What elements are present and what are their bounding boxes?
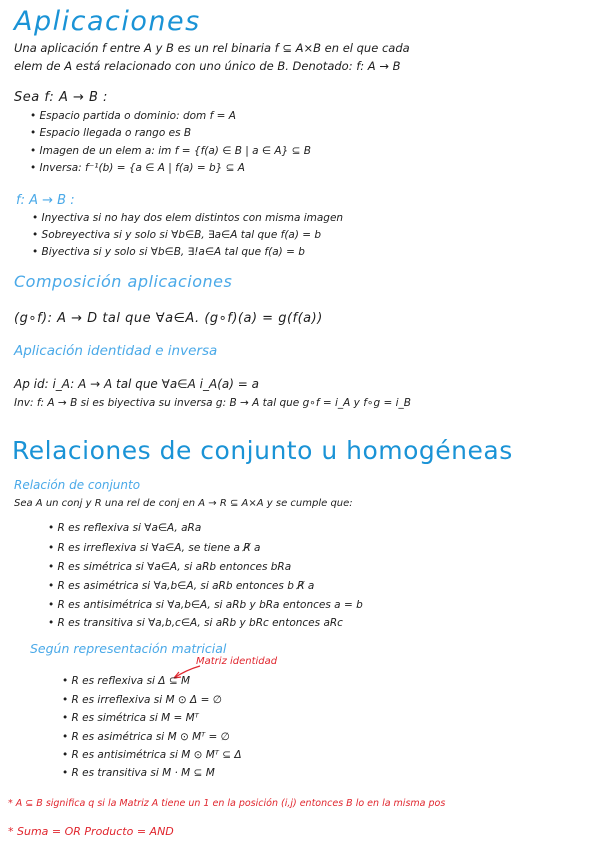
subtitle-relacion-conjunto: Relación de conjunto (14, 478, 141, 492)
list-item: • Espacio llegada o rango es B (30, 127, 191, 139)
sea-line: Sea f: A → B : (14, 90, 108, 105)
def-line-1: Una aplicación f entre A y B es un rel binaria f ⊆ A×B en el que cada (14, 41, 410, 55)
list-item: • R es asimétrica si M ⊙ Mᵀ = ∅ (62, 731, 230, 743)
list-item: • Inversa: f⁻¹(b) = {a ∈ A | f(a) = b} ⊆ A (30, 162, 245, 174)
list-item: • R es reflexiva si ∀a∈A, aRa (48, 522, 201, 534)
inv-line: Inv: f: A → B si es biyectiva su inversa g: B → A tal que g∘f = i_A y f∘g = i_B (14, 397, 412, 409)
list-item: • Imagen de un elem a: im f = {f(a) ∈ B | a ∈ A} ⊆ B (30, 145, 311, 157)
list-item: • R es antisimétrica si M ⊙ Mᵀ ⊆ Δ (62, 749, 242, 761)
title-composicion: Composición aplicaciones (14, 272, 233, 291)
list-item: • R es asimétrica si ∀a,b∈A, si aRb entonces b R̸ a (48, 580, 314, 592)
title-relaciones: Relaciones de conjunto u homogéneas (12, 436, 513, 465)
title-identidad: Aplicación identidad e inversa (14, 343, 218, 359)
note-text: A ⊆ B significa q si la Matriz A tiene un 1 en la posición (i,j) entonces B lo en la misma pos (15, 798, 446, 809)
note-text: Suma = OR Producto = AND (17, 825, 174, 838)
matriz-identidad-annotation: Matriz identidad (196, 656, 278, 667)
list-item: • R es irreflexiva si M ⊙ Δ = ∅ (62, 694, 222, 706)
list-item: • R es simétrica si M = Mᵀ (62, 712, 199, 724)
list-item: • Sobreyectiva si y solo si ∀b∈B, ∃a∈A tal que f(a) = b (32, 229, 321, 241)
def-line-2: elem de A está relacionado con uno único de B. Denotado: f: A → B (14, 59, 401, 73)
list-item: • R es irreflexiva si ∀a∈A, se tiene a R̸ a (48, 542, 260, 554)
list-item: • Espacio partida o dominio: dom f = A (30, 110, 236, 122)
list-item: • Inyectiva si no hay dos elem distintos con misma imagen (32, 212, 343, 224)
list-item: • R es transitiva si M · M ⊆ M (62, 767, 215, 779)
list-item: • R es transitiva si ∀a,b,c∈A, si aRb y bRc entonces aRc (48, 617, 343, 629)
asterisk-icon: * (8, 825, 17, 838)
list-item: • Biyectiva si y solo si ∀b∈B, ∃!a∈A tal que f(a) = b (32, 246, 305, 258)
list-item: • R es simétrica si ∀a∈A, si aRb entonces bRa (48, 561, 291, 573)
list-item: • R es reflexiva si Δ ⊆ M (62, 675, 190, 687)
f-heading: f: A → B : (16, 193, 75, 208)
title-matricial: Según representación matricial (30, 641, 227, 656)
ap-id-line: Ap id: i_A: A → A tal que ∀a∈A i_A(a) = a (14, 377, 259, 391)
asterisk-icon: * (8, 798, 16, 809)
red-note-operations (8, 825, 174, 838)
composicion-formula: (g∘f): A → D tal que ∀a∈A. (g∘f)(a) = g(f(a)) (14, 311, 323, 326)
red-note-matrix-inclusion (8, 798, 445, 809)
list-item: • R es antisimétrica si ∀a,b∈A, si aRb y bRa entonces a = b (48, 599, 363, 611)
title-aplicaciones: Aplicaciones (14, 6, 201, 37)
relaciones-intro: Sea A un conj y R una rel de conj en A → R ⊆ A×A y se cumple que: (14, 498, 353, 509)
